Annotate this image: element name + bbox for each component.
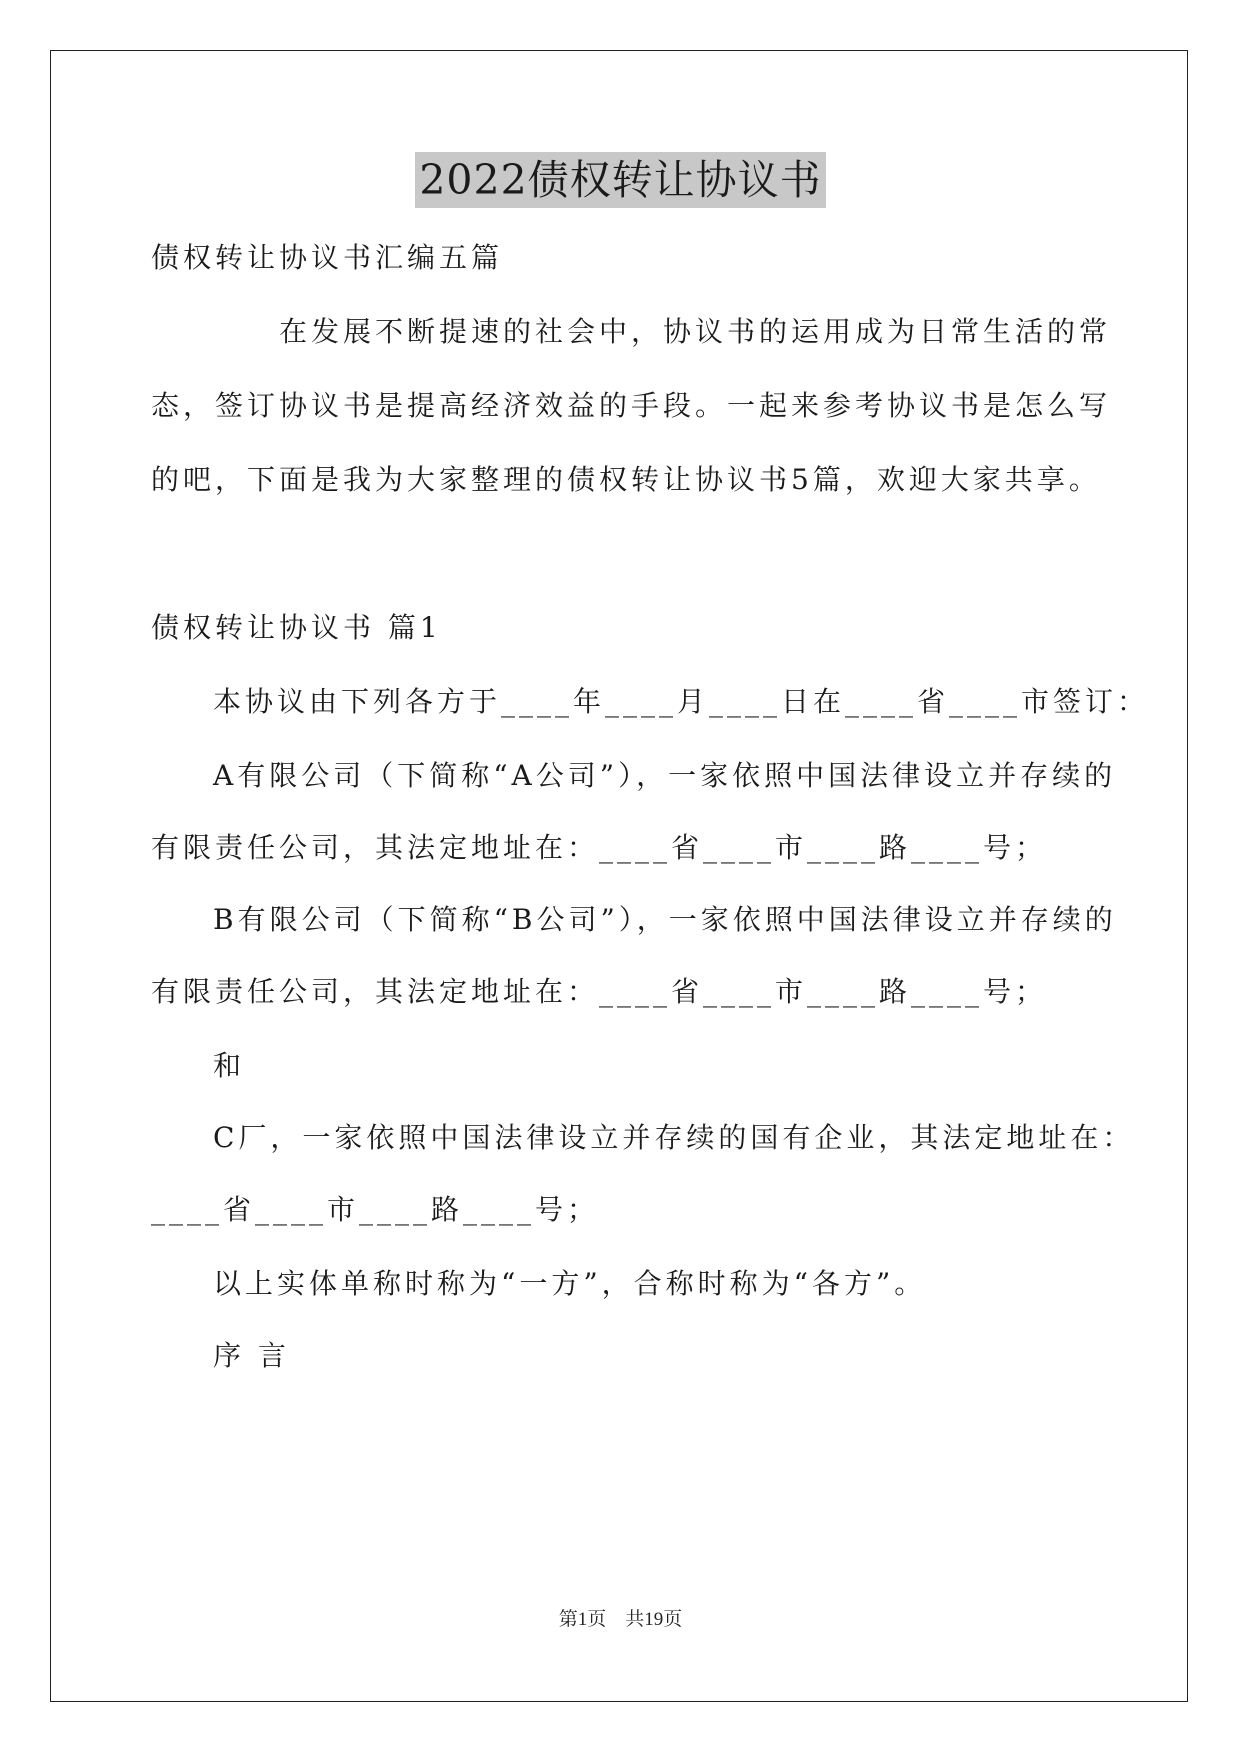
- document-title: 2022债权转让协议书: [415, 152, 825, 208]
- conjunction-line: 和: [213, 1049, 246, 1082]
- party-c-line-2: ____省____市____路____号；: [151, 1193, 600, 1226]
- page-footer: 第1页 共19页: [558, 1609, 683, 1630]
- section-heading: 债权转让协议书 篇1: [151, 611, 442, 644]
- party-a-line-1: A有限公司（下简称“A公司”），一家依照中国法律设立并存续的: [213, 759, 1117, 792]
- party-b-line-1: B有限公司（下简称“B公司”），一家依照中国法律设立并存续的: [213, 903, 1117, 936]
- signing-line: 本协议由下列各方于____年____月____日在____省____市签订：: [213, 685, 1150, 718]
- party-c-line-1: C厂，一家依照中国法律设立并存续的国有企业，其法定地址在：: [213, 1121, 1135, 1154]
- title-container: [0, 152, 1241, 208]
- party-b-line-2: 有限责任公司，其法定地址在：____省____市____路____号；: [151, 975, 1048, 1008]
- page-border: [50, 50, 1188, 1702]
- document-subtitle: 债权转让协议书汇编五篇: [151, 241, 504, 274]
- intro-line-3: 的吧，下面是我为大家整理的债权转让协议书5篇，欢迎大家共享。: [151, 463, 1101, 496]
- intro-line-1: 在发展不断提速的社会中，协议书的运用成为日常生活的常: [279, 315, 1112, 348]
- definitions-line: 以上实体单称时称为“一方”，合称时称为“各方”。: [213, 1267, 927, 1300]
- intro-line-2: 态，签订协议书是提高经济效益的手段。一起来参考协议书是怎么写: [151, 389, 1112, 422]
- preamble-heading: 序 言: [213, 1339, 290, 1372]
- party-a-line-2: 有限责任公司，其法定地址在：____省____市____路____号；: [151, 831, 1048, 864]
